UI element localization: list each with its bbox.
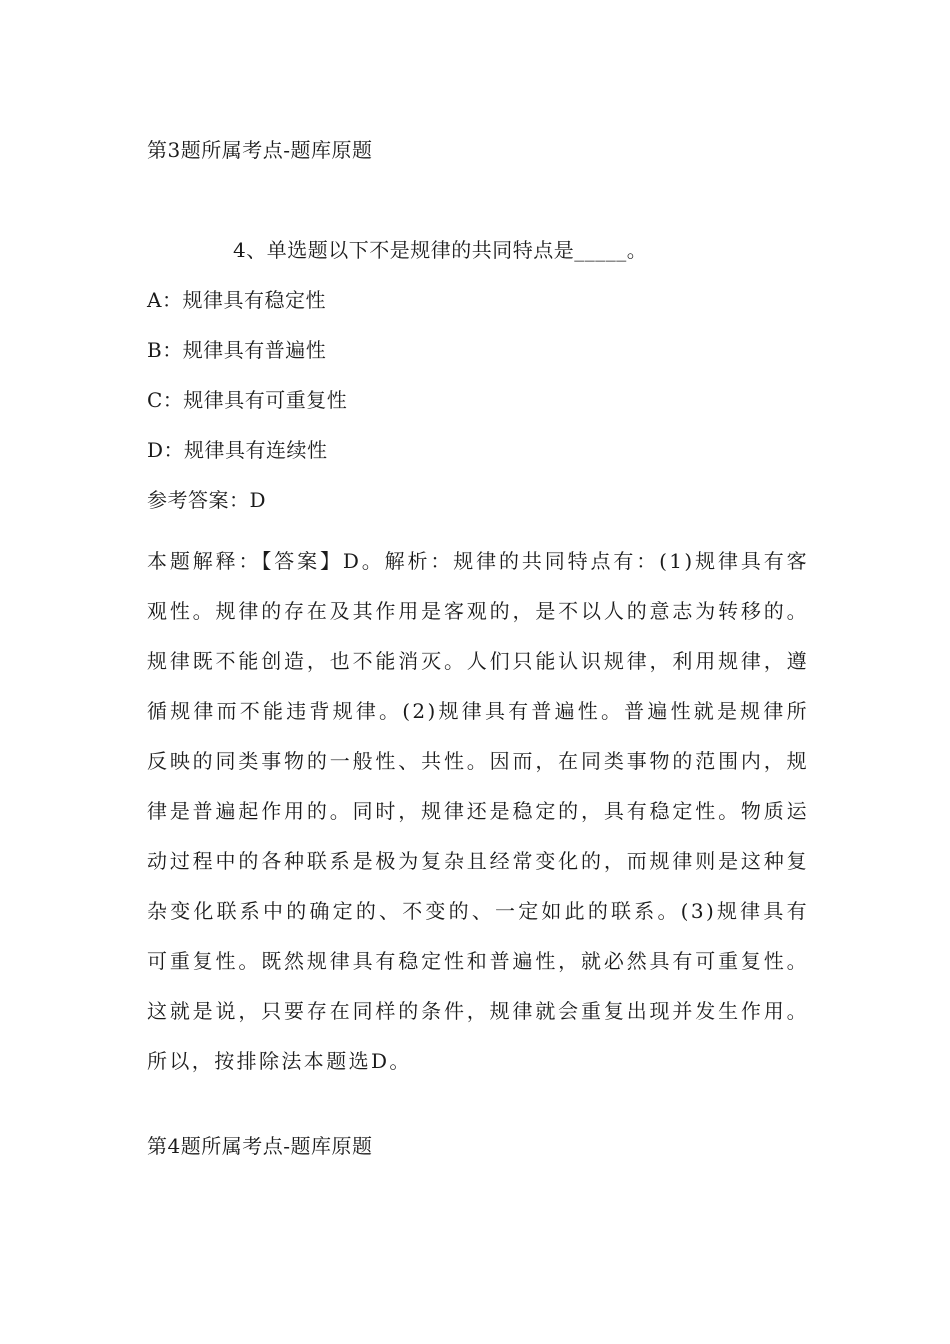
section-heading-next: 第4题所属考点-题库原题 <box>147 1134 373 1158</box>
question-text: 4、单选题以下不是规律的共同特点是_____。 <box>233 238 648 262</box>
option-c: C：规律具有可重复性 <box>147 388 348 412</box>
reference-answer: 参考答案：D <box>147 488 267 512</box>
section-heading-prev: 第3题所属考点-题库原题 <box>147 138 373 162</box>
option-d: D：规律具有连续性 <box>147 438 328 462</box>
option-b: B：规律具有普遍性 <box>147 338 327 362</box>
option-a: A：规律具有稳定性 <box>147 288 326 312</box>
answer-explanation: 本题解释：【答案】D。解析：规律的共同特点有：(1)规律具有客观性。规律的存在及其作用是客观的，是不以人的意志为转移的。规律既不能创造，也不能消灭。人们只能认识规律，利用规律，遵循规律而不能违背规律。(2)规律具有普遍性。普遍性就是规律所反映的同类事物的一般性、共性。因而，在同类事物的范围内，规律是普遍起作用的。同时，规律还是稳定的，具有稳定性。物质运动过程中的各种联系是极为复杂且经常变化的，而规律则是这种复杂变化联系中的确定的、不变的、一定如此的联系。(3)规律具有可重复性。既然规律具有稳定性和普遍性，就必然具有可重复性。这就是说，只要存在同样的条件，规律就会重复出现并发生作用。所以，按排除法本题选D。 <box>147 549 809 1073</box>
